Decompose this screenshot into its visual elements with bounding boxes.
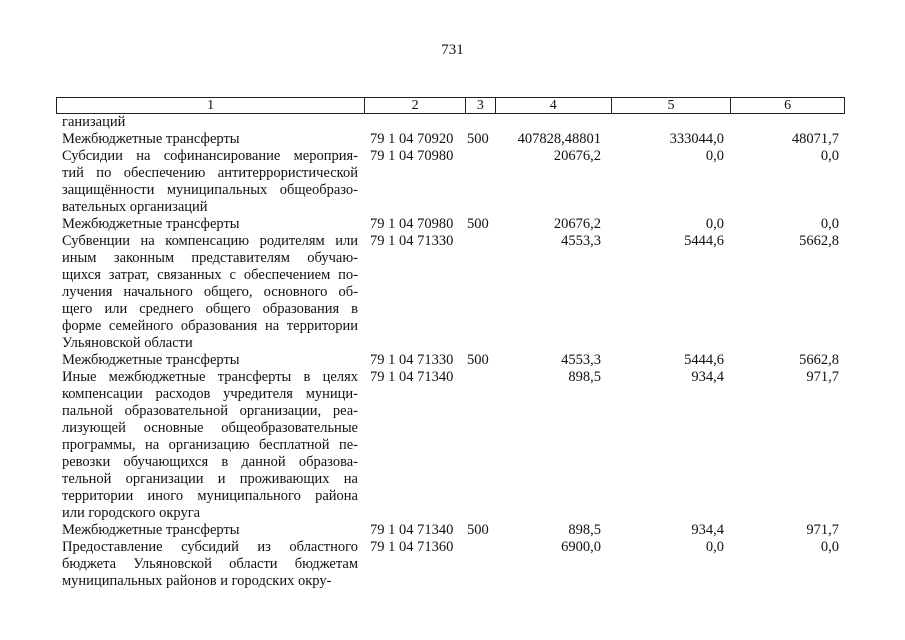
- description-line: пальной образовательной организации, реа-: [62, 403, 358, 419]
- row-value-4: 407828,48801: [517, 131, 601, 147]
- row-kvr: 500: [467, 522, 489, 538]
- row-value-6: 971,7: [806, 369, 839, 385]
- row-description: [62, 148, 358, 216]
- row-value-5: 333044,0: [669, 131, 724, 147]
- description-line: муниципальных районов и городских окру-: [62, 573, 332, 589]
- row-value-4: 6900,0: [561, 539, 601, 555]
- description-line: компенсации расходов учредителя муници-: [62, 386, 358, 402]
- row-code: 79 1 04 71340: [370, 369, 454, 385]
- description-line: лучения начального общего, основного об-: [62, 284, 358, 300]
- table-row: [0, 539, 905, 590]
- description-line: ревозки обучающихся в данной образова-: [62, 454, 358, 470]
- row-value-6: 48071,7: [791, 131, 839, 147]
- page-number: 731: [441, 42, 464, 58]
- description-line: Субвенции на компенсацию родителям или: [62, 233, 358, 249]
- description-line: ганизаций: [62, 114, 126, 130]
- row-value-5: 0,0: [705, 539, 724, 555]
- description-line: лизующей основные общеобразовательные: [62, 420, 358, 436]
- row-value-6: 5662,8: [799, 352, 839, 368]
- row-value-4: 20676,2: [553, 216, 601, 232]
- row-kvr: 500: [467, 352, 489, 368]
- description-line: тий по обеспечению антитеррористической: [62, 165, 358, 181]
- row-description: [62, 131, 358, 148]
- description-line: вательных организаций: [62, 199, 208, 215]
- description-line: Межбюджетные трансферты: [62, 352, 240, 368]
- row-description: [62, 233, 358, 352]
- header-col-1: 1: [57, 98, 365, 113]
- header-col-4: 4: [496, 98, 612, 113]
- table-body: [0, 114, 905, 590]
- table-row: [0, 522, 905, 539]
- description-line: щихся затрат, связанных с обеспечением по-: [62, 267, 358, 283]
- table-header: [56, 97, 845, 114]
- row-value-6: 0,0: [820, 216, 839, 232]
- row-description: [62, 539, 358, 590]
- row-code: 79 1 04 70980: [370, 216, 454, 232]
- row-code: 79 1 04 71330: [370, 352, 454, 368]
- row-value-6: 971,7: [806, 522, 839, 538]
- table-row: [0, 352, 905, 369]
- description-line: программы, на организацию бесплатной пе-: [62, 437, 358, 453]
- row-description: [62, 114, 358, 131]
- row-value-6: 5662,8: [799, 233, 839, 249]
- table-row: [0, 216, 905, 233]
- row-description: [62, 216, 358, 233]
- row-value-5: 0,0: [705, 216, 724, 232]
- row-description: [62, 369, 358, 522]
- table-row: [0, 369, 905, 522]
- row-kvr: 500: [467, 131, 489, 147]
- row-code: 79 1 04 71330: [370, 233, 454, 249]
- row-value-6: 0,0: [820, 148, 839, 164]
- header-col-6: 6: [784, 98, 792, 113]
- row-value-6: 0,0: [820, 539, 839, 555]
- description-line: Предоставление субсидий из областного: [62, 539, 358, 555]
- description-line: защищённости муниципальных общеобразо-: [62, 182, 358, 198]
- row-value-4: 4553,3: [561, 233, 601, 249]
- header-col-5: 5: [612, 98, 732, 113]
- row-value-4: 898,5: [568, 522, 601, 538]
- header-col-2: 2: [365, 98, 466, 113]
- description-line: бюджета Ульяновской области бюджетам: [62, 556, 358, 572]
- row-value-5: 934,4: [691, 369, 724, 385]
- description-line: Межбюджетные трансферты: [62, 131, 240, 147]
- table-row: [0, 148, 905, 216]
- description-line: Субсидии на софинансирование мероприя-: [62, 148, 358, 164]
- row-value-5: 5444,6: [684, 352, 724, 368]
- row-code: 79 1 04 71340: [370, 522, 454, 538]
- description-line: щего или среднего общего образования в: [62, 301, 358, 317]
- description-line: иным законным представителям обучаю-: [62, 250, 358, 266]
- row-kvr: 500: [467, 216, 489, 232]
- description-line: или городского округа: [62, 505, 201, 521]
- row-value-5: 934,4: [691, 522, 724, 538]
- row-description: [62, 352, 358, 369]
- row-value-5: 5444,6: [684, 233, 724, 249]
- table-row: [0, 131, 905, 148]
- row-value-5: 0,0: [705, 148, 724, 164]
- header-col-3: 3: [466, 98, 496, 113]
- description-line: Ульяновской области: [62, 335, 193, 351]
- row-code: 79 1 04 70920: [370, 131, 454, 147]
- description-line: территории иного муниципального района: [62, 488, 358, 504]
- row-code: 79 1 04 71360: [370, 539, 454, 555]
- row-code: 79 1 04 70980: [370, 148, 454, 164]
- description-line: Межбюджетные трансферты: [62, 522, 240, 538]
- description-line: форме семейного образования на территории: [62, 318, 358, 334]
- row-description: [62, 522, 358, 539]
- table-row: [0, 114, 905, 131]
- description-line: Иные межбюджетные трансферты в целях: [62, 369, 358, 385]
- row-value-4: 20676,2: [553, 148, 601, 164]
- table-row: [0, 233, 905, 352]
- row-value-4: 4553,3: [561, 352, 601, 368]
- description-line: Межбюджетные трансферты: [62, 216, 240, 232]
- description-line: тельной организации и проживающих на: [62, 471, 358, 487]
- row-value-4: 898,5: [568, 369, 601, 385]
